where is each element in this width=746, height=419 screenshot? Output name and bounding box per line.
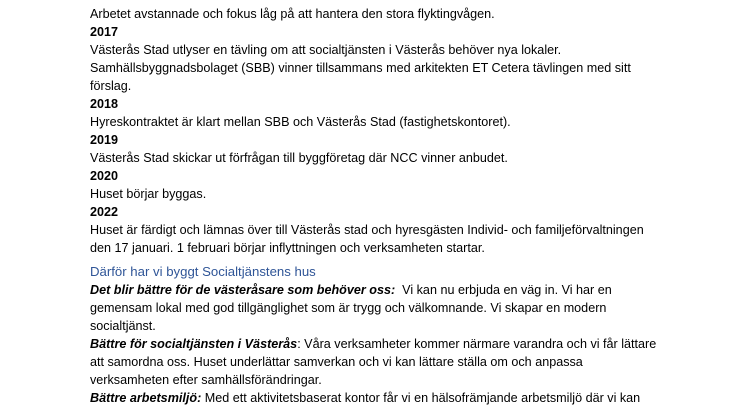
section-heading: Därför har vi byggt Socialtjänstens hus: [90, 264, 316, 279]
year-heading: 2018: [90, 97, 119, 111]
timeline-text-line: Västerås Stad utlyser en tävling om att socialtjänsten i Västerås behöver nya lokaler.: [90, 43, 562, 57]
reason-paragraph-line: [90, 281, 670, 299]
timeline-text-line: Huset är färdigt och lämnas över till Västerås stad och hyresgästen Individ- och familjeförvaltningen: [90, 223, 644, 237]
reason-paragraph-line: verksamheten efter samhällsförändringar.: [90, 373, 322, 387]
timeline-text-line: Samhällsbyggnadsbolaget (SBB) vinner tillsammans med arkitekten ET Cetera tävlingen med sitt: [90, 61, 631, 75]
reason-paragraph-line: gemensam lokal med god tillgänglighet som är trygg och välkomnande. Vi skapar en modern: [90, 301, 607, 315]
year-heading: 2019: [90, 133, 119, 147]
intro-line: Arbetet avstannade och fokus låg på att hantera den stora flyktingvågen.: [90, 7, 495, 21]
timeline-text-line: Hyreskontraktet är klart mellan SBB och Västerås Stad (fastighetskontoret).: [90, 115, 511, 129]
reason-paragraph-line: socialtjänst.: [90, 319, 156, 333]
year-heading: 2022: [90, 205, 119, 219]
timeline-text-line: den 17 januari. 1 februari börjar inflyttningen och verksamheten startar.: [90, 241, 485, 255]
year-heading: 2020: [90, 169, 119, 183]
timeline-text-line: förslag.: [90, 79, 132, 93]
reason-text: Vi kan nu erbjuda en väg in. Vi har en: [395, 283, 612, 297]
document-body: [90, 5, 670, 407]
reason-paragraph-line: [90, 335, 670, 353]
year-heading: 2017: [90, 25, 119, 39]
reason-lead: Det blir bättre för de västeråsare som behöver oss:: [90, 283, 396, 297]
timeline-text-line: Huset börjar byggas.: [90, 187, 207, 201]
reason-paragraph-line: att samordna oss. Huset underlättar samverkan och vi kan lättare ställa om och anpassa: [90, 355, 583, 369]
timeline-text-line: Västerås Stad skickar ut förfrågan till byggföretag där NCC vinner anbudet.: [90, 151, 508, 165]
reason-lead: Bättre för socialtjänsten i Västerås: [90, 337, 298, 351]
reason-text: : Våra verksamheter kommer närmare varandra och vi får lättare: [297, 337, 657, 351]
reason-text: Med ett aktivitetsbaserat kontor får vi en hälsofrämjande arbetsmiljö där vi kan: [201, 391, 641, 405]
reason-paragraph-line: [90, 389, 670, 407]
reason-lead: Bättre arbetsmiljö:: [90, 391, 202, 405]
